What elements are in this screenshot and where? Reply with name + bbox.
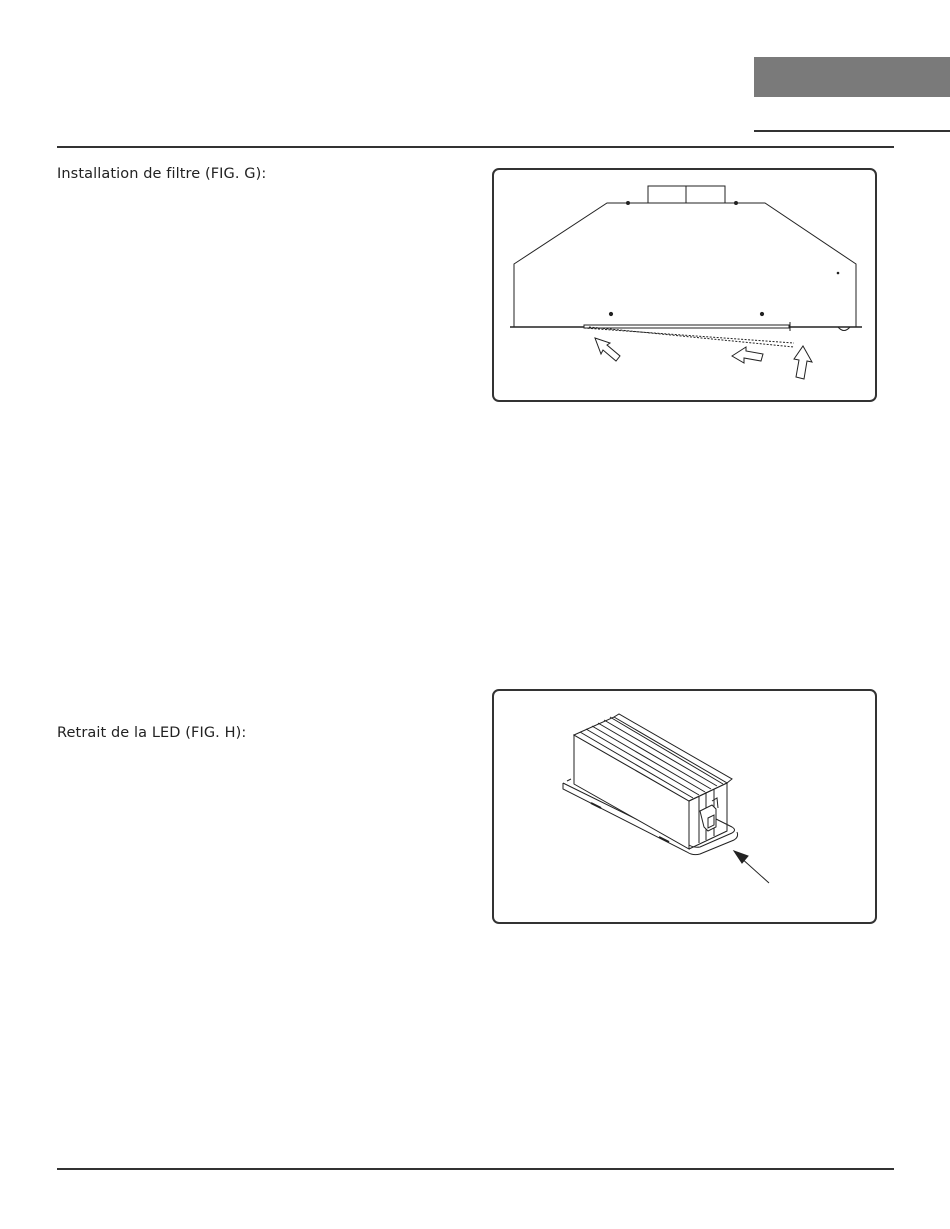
figure-g [492,168,877,402]
led-module-diagram [494,691,874,921]
section-heading-led-removal: Retrait de la LED (FIG. H): [57,725,247,741]
section-heading-filter-installation: Installation de filtre (FIG. G): [57,166,267,182]
range-hood-filter-diagram [494,170,874,399]
footer-rule [57,1168,894,1170]
figure-h [492,689,877,924]
section-tab-rule [754,130,950,132]
header-rule [57,146,894,148]
section-tab [754,57,950,97]
